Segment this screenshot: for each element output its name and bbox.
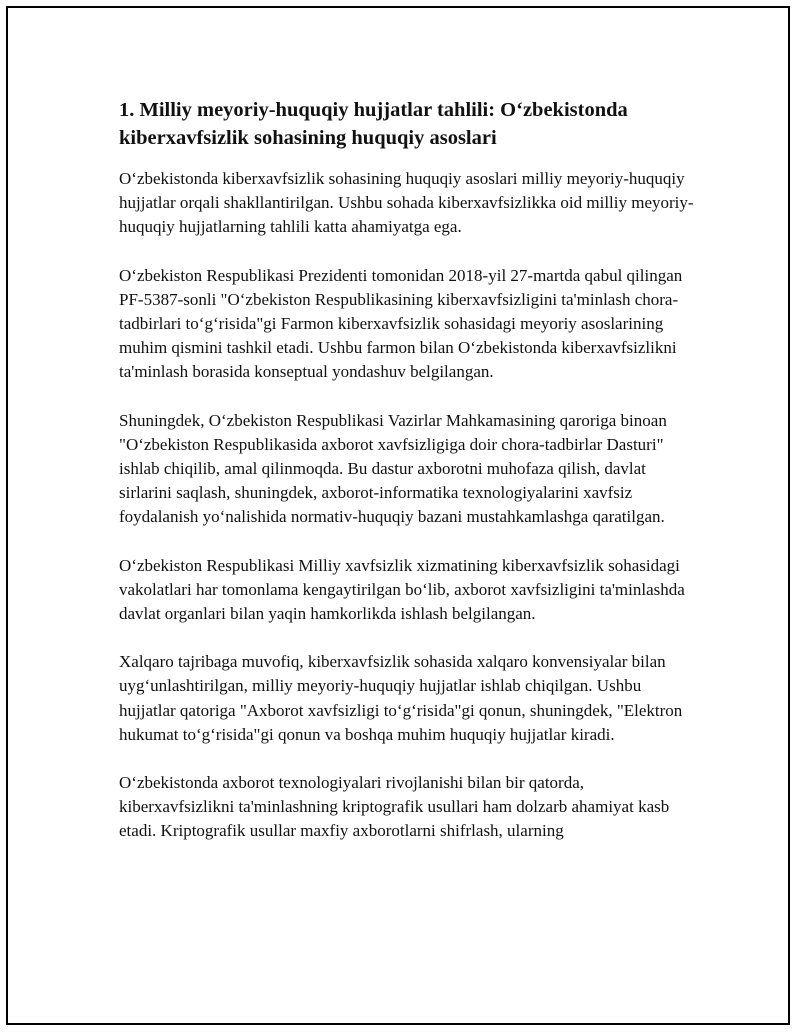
page-frame bbox=[6, 6, 790, 1025]
paragraph: O‘zbekistonda axborot texnologiyalari rivojlanishi bilan bir qatorda, kiberxavfsizlikni ta'minlashning kriptografik usullari ham dolzarb ahamiyat kasb etadi. Kriptografik usullar maxfiy axborotlarni shifrlash, ularning bbox=[119, 773, 670, 841]
paragraph: Xalqaro tajribaga muvofiq, kiberxavfsizlik sohasida xalqaro konvensiyalar bilan uyg‘unlashtirilgan, milliy meyoriy-huquqiy hujjatlar ishlab chiqilgan. Ushbu hujjatlar qatoriga "Axborot xavfsizligi to‘g‘risida"gi qonun, shuningdek, "Elektron hukumat to‘g‘risida"gi qonun va boshqa muhim huquqiy hujjatlar kiradi. bbox=[119, 652, 683, 744]
paragraph: O‘zbekiston Respublikasi Milliy xavfsizlik xizmatining kiberxavfsizlik sohasidagi vakolatlari har tomonlama kengaytirilgan bo‘lib, axborot xavfsizligini ta'minlashda davlat organlari bilan yaqin hamkorlikda ishlash belgilangan. bbox=[119, 555, 685, 624]
paragraph: Shuningdek, O‘zbekiston Respublikasi Vazirlar Mahkamasining qaroriga binoan "O‘zbekiston Respublikasida axborot xavfsizligiga doir chora-tadbirlar Dasturi" ishlab chiqilib, amal qilinmoqda. Bu dastur axborotni muhofaza qilish, davlat sirlarini saqlash, shuningdek, axborot-informatika texnologiyalarini xavfsiz foydalanish yo‘nalishida normativ-huquqiy bazani mustahkamlashga qaratilgan. bbox=[119, 410, 667, 527]
paragraph: O‘zbekiston Respublikasi Prezidenti tomonidan 2018-yil 27-martda qabul qilingan PF-5387-sonli "O‘zbekiston Respublikasining kiberxavfsizligini ta'minlash chora-tadbirlari to‘g‘risida"gi Farmon kiberxavfsizlik sohasidagi meyoriy asoslarining muhim qismini tashkil etadi. Ushbu farmon bilan O‘zbekistonda kiberxavfsizlikni ta'minlash borasida konseptual yondashuv belgilangan. bbox=[119, 265, 683, 382]
paragraph: O‘zbekistonda kiberxavfsizlik sohasining huquqiy asoslari milliy meyoriy-huquqiy hujjatlar orqali shakllantirilgan. Ushbu sohada kiberxavfsizlikka oid milliy meyoriy-huquqiy hujjatlarning tahlili katta ahamiyatga ega. bbox=[119, 169, 694, 237]
document-body bbox=[119, 96, 699, 868]
section-heading: 1. Milliy meyoriy-huquqiy hujjatlar tahlili: O‘zbekistonda kiberxavfsizlik sohasining huquqiy asoslari bbox=[119, 99, 628, 149]
